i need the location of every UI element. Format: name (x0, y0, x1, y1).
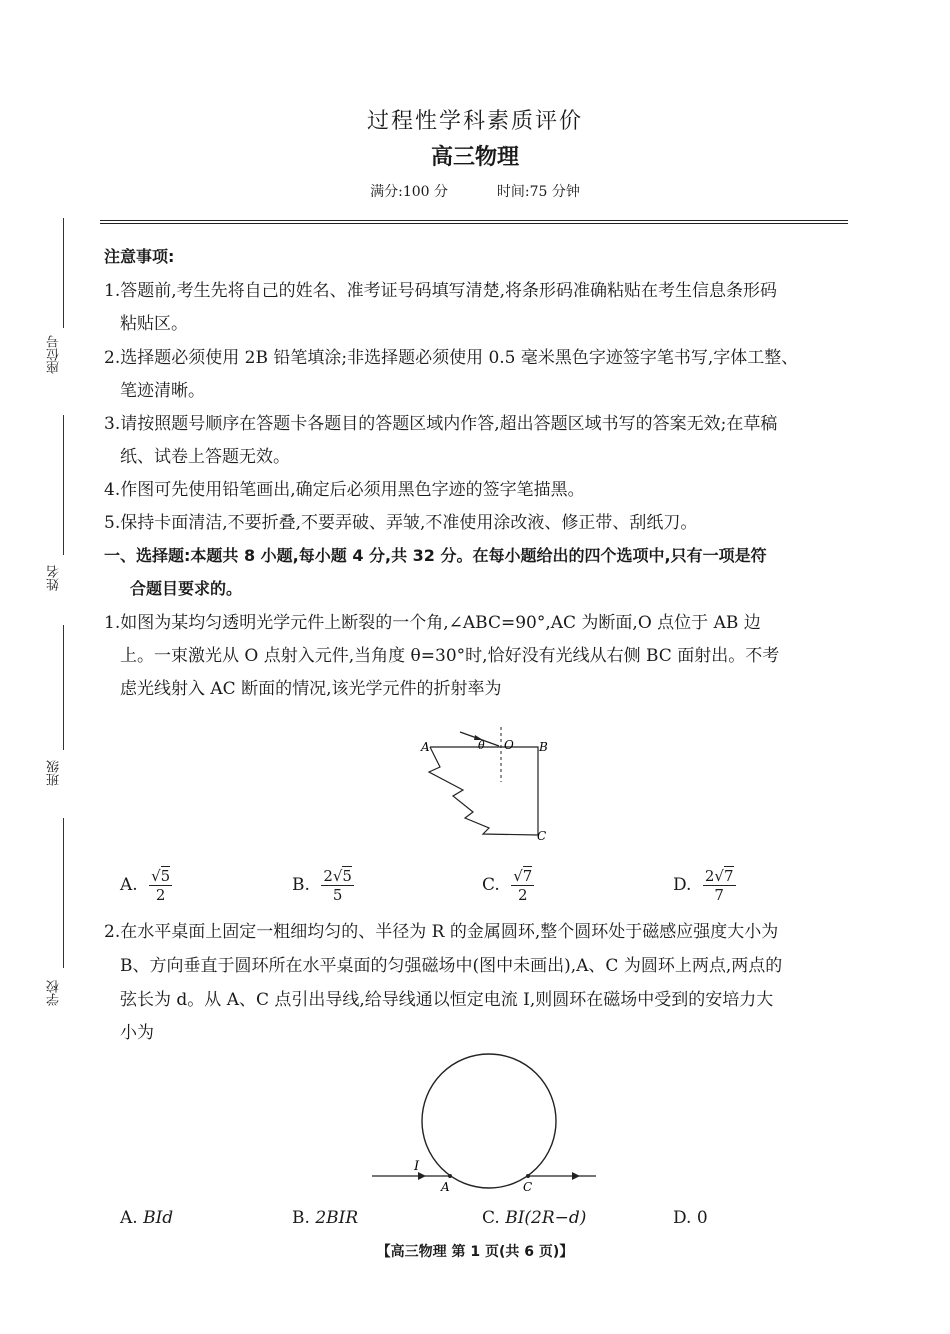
q2-fig-ring (422, 1054, 556, 1188)
q2-option-b[interactable] (292, 1207, 358, 1229)
exam-title: 过程性学科素质评价 (366, 109, 583, 134)
q1-fig-label-o: O (504, 738, 514, 752)
sidebar-name-label: 姓名 (47, 565, 62, 591)
notice-heading: 注意事项: (104, 247, 175, 266)
q2-fig-label-c: C (523, 1180, 533, 1194)
notice-item-3-line1: 3.请按照题号顺序在答题卡各题目的答题区域内作答,超出答题区域书写的答案无效;在草稿 (104, 414, 778, 434)
q1-option-a[interactable] (120, 867, 172, 904)
notice-item-4: 4.作图可先使用铅笔画出,确定后必须用黑色字迹的签字笔描黑。 (104, 480, 585, 500)
sidebar-school-label: 学校 (47, 980, 62, 1006)
section-heading-line1: 一、选择题:本题共 8 小题,每小题 4 分,共 32 分。在每小题给出的四个选项中,只有一项是符 (104, 546, 767, 565)
sidebar-line-2 (63, 415, 64, 555)
q2-fig-label-i: I (414, 1159, 420, 1174)
q2-text-line2: B、方向垂直于圆环所在水平桌面的匀强磁场中(图中未画出),A、C 为圆环上两点,两点的 (120, 956, 783, 976)
q1-option-d-label: D. (673, 875, 692, 895)
sidebar-seat-label: 座位号 (47, 335, 62, 374)
q2-option-c[interactable] (482, 1207, 586, 1229)
q1-option-d-denominator: 7 (714, 886, 724, 904)
q1-option-c-radicand: 7 (522, 867, 533, 885)
q1-option-c-denominator: 2 (518, 886, 528, 904)
q1-text-line3: 虑光线射入 AC 断面的情况,该光学元件的折射率为 (120, 679, 502, 699)
q1-option-b-fraction: $\frac{2√5}{5}$ (323, 867, 352, 904)
q1-text-line1: 1.如图为某均匀透明光学元件上断裂的一个角,∠ABC=90°,AC 为断面,O 点位于 AB 边 (104, 613, 761, 633)
notice-item-2-line1: 2.选择题必须使用 2B 铅笔填涂;非选择题必须使用 0.5 毫米黑色字迹签字笔书写,字体工整、 (104, 348, 799, 368)
q1-option-b-label: B. (292, 875, 310, 895)
q1-option-a-label: A. (120, 875, 138, 895)
q2-text-line3: 弦长为 d。从 A、C 点引出导线,给导线通以恒定电流 I,则圆环在磁场中受到的安培力大 (120, 990, 774, 1010)
q1-option-a-fraction: $\frac{√5}{2}$ (151, 867, 171, 904)
q1-fig-label-theta: θ (478, 739, 485, 752)
exam-time: 时间:75 分钟 (496, 184, 580, 200)
q2-option-d[interactable] (673, 1207, 708, 1229)
q1-option-a-radicand: 5 (160, 867, 171, 885)
q1-option-c[interactable] (482, 867, 534, 904)
q2-option-a[interactable] (120, 1207, 173, 1229)
subject-title: 高三物理 (430, 145, 519, 170)
notice-item-1-line2: 粘贴区。 (120, 314, 188, 334)
q2-fig-label-a: A (441, 1180, 450, 1194)
q1-option-b-radicand: 5 (342, 867, 352, 885)
q1-fig-label-c: C (537, 829, 547, 843)
sidebar-line-1 (63, 218, 64, 328)
q2-option-b-label: B. (292, 1208, 310, 1228)
q2-figure (368, 1050, 600, 1195)
q2-fig-point-a (448, 1174, 452, 1178)
header-rule-top (100, 220, 848, 221)
q1-option-d-fraction: $\frac{2√7}{7}$ (704, 867, 734, 904)
q2-fig-arrow-left (418, 1172, 426, 1180)
notice-item-3-line2: 纸、试卷上答题无效。 (120, 447, 290, 467)
page-footer: 【高三物理 第 1 页(共 6 页)】 (376, 1244, 574, 1260)
header-rule-bottom (100, 223, 848, 224)
q1-option-d[interactable] (673, 867, 736, 904)
q2-option-d-label: D. (673, 1208, 692, 1228)
q1-option-b-coefficient: 2 (323, 867, 333, 885)
q1-fig-label-b: B (539, 740, 548, 754)
score-time-info (0, 181, 950, 201)
q1-option-d-coefficient: 2 (704, 867, 715, 885)
q2-text-line4: 小为 (120, 1023, 154, 1043)
q2-fig-point-c (526, 1174, 530, 1178)
q2-option-a-text: BId (143, 1208, 174, 1228)
q2-fig-arrow-right (572, 1172, 580, 1180)
sidebar-line-4 (63, 818, 64, 968)
q2-option-c-text: BI(2R−d) (505, 1208, 587, 1228)
q1-option-b[interactable] (292, 867, 354, 904)
q1-option-c-label: C. (482, 875, 500, 895)
q1-fig-label-a: A (421, 740, 430, 754)
q2-option-d-text: 0 (696, 1208, 708, 1228)
notice-item-2-line2: 笔迹清晰。 (120, 381, 205, 401)
notice-item-1-line1: 1.答题前,考生先将自己的姓名、准考证号码填写清楚,将条形码准确粘贴在考生信息条形码 (104, 281, 778, 301)
q1-fig-edges (430, 747, 538, 835)
q2-text-line1: 2.在水平桌面上固定一粗细均匀的、半径为 R 的金属圆环,整个圆环处于磁感应强度大小为 (104, 922, 779, 942)
q1-option-b-denominator: 5 (332, 886, 343, 904)
notice-item-5: 5.保持卡面清洁,不要折叠,不要弄破、弄皱,不准使用涂改液、修正带、刮纸刀。 (104, 513, 698, 533)
q2-option-c-label: C. (482, 1208, 500, 1228)
sidebar-class-label: 班级 (47, 760, 62, 786)
sidebar-line-3 (63, 625, 64, 750)
q1-figure (415, 722, 565, 847)
section-heading-line2: 合题目要求的。 (130, 579, 243, 598)
q1-option-a-denominator: 2 (155, 886, 166, 904)
q2-option-a-label: A. (120, 1208, 138, 1228)
q1-option-c-fraction: $\frac{√7}{2}$ (513, 867, 533, 904)
q1-text-line2: 上。一束激光从 O 点射入元件,当角度 θ=30°时,恰好没有光线从右侧 BC 面射出。不考 (120, 646, 780, 666)
full-score: 满分:100 分 (370, 184, 448, 200)
q2-option-b-text: 2BIR (315, 1208, 359, 1228)
q1-option-d-radicand: 7 (723, 867, 734, 885)
q1-fig-broken-face (429, 747, 538, 835)
